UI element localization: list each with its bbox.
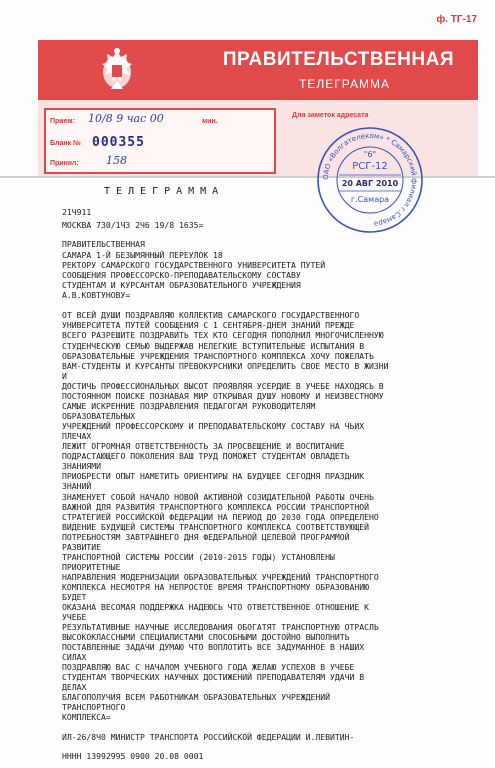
- telegram-line: ОБРАЗОВАТЕЛЬНЫХ: [62, 411, 136, 421]
- stamp-city: г.Самара: [350, 195, 390, 204]
- form-code: ф. ТГ-17: [436, 14, 477, 25]
- telegram-line: ПРАВИТЕЛЬСТВЕННАЯ: [62, 239, 145, 249]
- telegram-line: СТРАТЕГИЕЙ РОССИЙСКОЙ ФЕДЕРАЦИИ НА ПЕРИОД ДО 2030 ГОДА ОПРЕДЕЛЕНО: [62, 512, 379, 522]
- telegram-line: А.В.КОВТУНОВУ=: [62, 290, 131, 300]
- banner-title: ПРАВИТЕЛЬСТВЕННАЯ: [222, 49, 454, 70]
- telegram-line: УЧРЕЖДЕНИЙ ПРОФЕССОРСКОМУ И ПРЕПОДАВАТЕЛЬСКОМУ СОСТАВУ НА ЧЬИХ: [62, 421, 365, 431]
- telegram-line: ТРАНСПОРТНОГО: [62, 702, 126, 712]
- reception-box: [44, 108, 276, 174]
- header-banner: [38, 40, 478, 100]
- telegram-line: РАЗВИТИЕ: [62, 542, 101, 552]
- telegram-line: СТУДЕНТАМ И КУРСАНТАМ ОБРАЗОВАТЕЛЬНОГО УЧРЕЖДЕНИЯ: [62, 280, 301, 290]
- telegram-line: И: [62, 371, 67, 381]
- telegram-line: ПРИОБРЕСТИ ОПЫТ НАМЕТИТЬ ОРИЕНТИРЫ НА БУДУЩЕЕ СЕГОДНЯ ПРАЗДНИК: [62, 471, 365, 481]
- telegram-line: ИЛ-26/8Ч0 МИНИСТР ТРАНСПОРТА РОССИЙСКОЙ ФЕДЕРАЦИИ И.ЛЕВИТИН-: [62, 732, 355, 742]
- telegram-line: ЗНАМЕНУЕТ СОБОЙ НАЧАЛО НОВОЙ АКТИВНОЙ СОЗИДАТЕЛЬНОЙ РАБОТЫ ОЧЕНЬ: [62, 492, 374, 502]
- telegram-line: БЛАГОПОЛУЧИЯ ВСЕМ РАБОТНИКАМ ОБРАЗОВАТЕЛЬНЫХ УЧРЕЖДЕНИЙ: [62, 692, 331, 702]
- telegram-line: ПОСТАВЛЕННЫЕ ЗАДАЧИ ДУМАЮ ЧТО ВОПЛОТИТЬ ВСЕ ЗАДУМАННОЕ В НАШИХ: [62, 642, 365, 652]
- telegram-line: ДЕЛАХ: [62, 682, 87, 692]
- telegram-line: УЧЕБЕ: [62, 612, 87, 622]
- telegram-line: САМАРА 1-Й БЕЗЫМЯННЫЙ ПЕРЕУЛОК 18: [62, 250, 223, 260]
- telegram-line: НАПРАВЛЕНИЯ МОДЕРНИЗАЦИИ ОБРАЗОВАТЕЛЬНЫХ УЧРЕЖДЕНИЙ ТРАНСПОРТНОГО: [62, 572, 379, 582]
- telegram-line: ВАЖНОЙ ДЛЯ РАЗВИТИЯ ТРАНСПОРТНОГО КОМПЛЕКСА РОССИИ ТРАНСПОРТНОЙ: [62, 502, 369, 512]
- telegram-line: СИЛАХ: [62, 652, 87, 662]
- blank-label: Бланк №: [50, 140, 81, 147]
- telegram-line: ПЛЕЧАХ: [62, 431, 92, 441]
- telegram-line: ЗНАНИЙ: [62, 481, 92, 491]
- telegram-line: РЕЗУЛЬТАТИВНЫЕ НАУЧНЫЕ ИССЛЕДОВАНИЯ ОБОГАТЯТ ТРАНСПОРТНУЮ ОТРАСЛЬ: [62, 622, 379, 632]
- telegram-line: МОСКВА 730/1Ч3 2Ч6 19/8 1635=: [62, 220, 204, 230]
- stamp-ring-text: ОАО «Волгателеком» * Самарский филиал г.Самара: [321, 131, 419, 228]
- telegram-line: ПОСТОЯННОМ ПОИСКЕ ПОЗНАВАЯ МИР ОТКРЫВАЯ ДУШУ НОВОМУ И НЕИЗВЕСТНОМУ: [62, 391, 384, 401]
- telegram-line: ВИДЕНИЕ БУДУЩЕЙ СИСТЕМЫ ТРАНСПОРТНОГО КОМПЛЕКСА СООТВЕТСТВУЮЩЕЙ: [62, 522, 369, 532]
- telegram-line: УНИВЕРСИТЕТА ПУТЕЙ СООБЩЕНИЯ С 1 СЕНТЯБРЯ-ДНЕМ ЗНАНИЙ ПРЕЖДЕ: [62, 320, 355, 330]
- postal-stamp-seal: [315, 125, 425, 235]
- telegram-line: СООБЩЕНИЯ ПРОФЕССОРСКО-ПРЕПОДАВАТЕЛЬСКОМУ СОСТАВУ: [62, 270, 301, 280]
- telegram-line: КОМПЛЕКСА=: [62, 712, 111, 722]
- telegram-line: ПРИОРИТЕТНЫЕ: [62, 562, 121, 572]
- telegram-line: КОМПЛЕКСА НЕСМОТРЯ НА НЕПРОСТОЕ ВРЕМЯ ТРАНСПОРТНОМУ ОБРАЗОВАНИЮ: [62, 582, 369, 592]
- telegram-line: СТУДЕНЧЕСКУЮ СЕМЬЮ ВЫДЕРЖАВ НЕЛЕГКИЕ ВСТУПИТЕЛЬНЫЕ ИСПЫТАНИЯ В: [62, 341, 365, 351]
- telegram-line: ПОТРЕБНОСТЯМ ЗАВТРАШНЕГО ДНЯ ФЕДЕРАЛЬНОЙ ЦЕЛЕВОЙ ПРОГРАММОЙ: [62, 532, 350, 542]
- banner-subtitle: ТЕЛЕГРАММА: [299, 77, 390, 91]
- received-value: 10/8 9 час 00: [88, 112, 164, 125]
- telegram-line: СТУДЕНТАМ ТВОРЧЕСКИХ НАУЧНЫХ ДОСТИЖЕНИЙ ПРЕПОДАВАТЕЛЯМ УДАЧИ В: [62, 672, 365, 682]
- telegram-line: САМЫЕ ИСКРЕННИЕ ПОЗДРАВЛЕНИЯ ПЕДАГОГАМ РУКОВОДИТЕЛЯМ: [62, 401, 316, 411]
- notes-label: Для заметок адресата: [292, 112, 369, 119]
- telegram-line: ВАМ-СТУДЕНТЫ И КУРСАНТЫ ПРЕВОКУРСНИКИ ОПРЕДЕЛИТЬ СВОЕ МЕСТО В ЖИЗНИ: [62, 361, 389, 371]
- telegram-line: ПОЗДРАВЛЯЮ ВАС С НАЧАЛОМ УЧЕБНОГО ГОДА ЖЕЛАЮ УСПЕХОВ В УЧЕБЕ: [62, 662, 355, 672]
- received-label: Прием:: [50, 118, 75, 125]
- telegram-line: ОКАЗАНА ВЕСОМАЯ ПОДДЕРЖКА НАДЕЮСЬ ЧТО ОТВЕТСТВЕННОЕ ОТНОШЕНИЕ К: [62, 602, 369, 612]
- telegram-line: ДОСТИЧЬ ПРОФЕССИОНАЛЬНЫХ ВЫСОТ ПРОЯВЛЯЯ УСЕРДИЕ В УЧЕБЕ НАХОДЯСЬ В: [62, 381, 384, 391]
- telegram-line: ПОДРАСТАЮЩЕГО ПОКОЛЕНИЯ ВАШ ТРУД ПОМОЖЕТ СТУДЕНТАМ ОВЛАДЕТЬ: [62, 451, 350, 461]
- telegram-line: ВЫСОКОКЛАССНЫМИ СПЕЦИАЛИСТАМИ СПОСОБНЫМИ ДОСТОЙНО ВЫПОЛНИТЬ: [62, 632, 350, 642]
- accepted-value: 158: [106, 154, 127, 167]
- stamp-number: "6": [363, 150, 377, 159]
- double-headed-eagle-emblem-icon: [93, 45, 141, 95]
- telegram-heading: ТЕЛЕГРАММА: [104, 186, 225, 197]
- telegram-line: ВСЕГО РАЗРЕШИТЕ ПОЗДРАВИТЬ ТЕХ КТО СЕГОДНЯ ПОПОЛНИЛ МНОГОЧИСЛЕННУЮ: [62, 330, 384, 340]
- stamp-date: 20 АВГ 2010: [341, 179, 399, 188]
- accepted-label: Принял:: [50, 160, 79, 167]
- telegram-line: ТРАНСПОРТНОЙ СИСТЕМЫ РОССИИ (2010-2015 ГОДЫ) УСТАНОВЛЕНЫ: [62, 552, 335, 562]
- telegram-line: ОТ ВСЕЙ ДУШИ ПОЗДРАВЛЯЮ КОЛЛЕКТИВ САМАРСКОГО ГОСУДАРСТВЕННОГО: [62, 310, 360, 320]
- telegram-line: 21Ч911: [62, 207, 92, 217]
- blank-number: 000355: [92, 135, 145, 150]
- telegram-line: РЕКТОРУ САМАРСКОГО ГОСУДАРСТВЕННОГО УНИВЕРСИТЕТА ПУТЕЙ: [62, 260, 326, 270]
- minutes-label: мин.: [202, 118, 218, 125]
- telegram-line: ЗНАНИЯМИ: [62, 461, 101, 471]
- telegram-line: ОБРАЗОВАТЕЛЬНЫЕ УЧРЕЖДЕНИЯ ТРАНСПОРТНОГО КОМПЛЕКСА ХОЧУ ПОЖЕЛАТЬ: [62, 351, 374, 361]
- telegram-line: БУДЕТ: [62, 592, 87, 602]
- telegram-line: НННН 13992995 0900 20.08 0001: [62, 751, 204, 761]
- stamp-code: РСГ-12: [352, 161, 388, 172]
- telegram-line: ЛЕЖИТ ОГРОМНАЯ ОТВЕТСТВЕННОСТЬ ЗА ПРОСВЕЩЕНИЕ И ВОСПИТАНИЕ: [62, 441, 345, 451]
